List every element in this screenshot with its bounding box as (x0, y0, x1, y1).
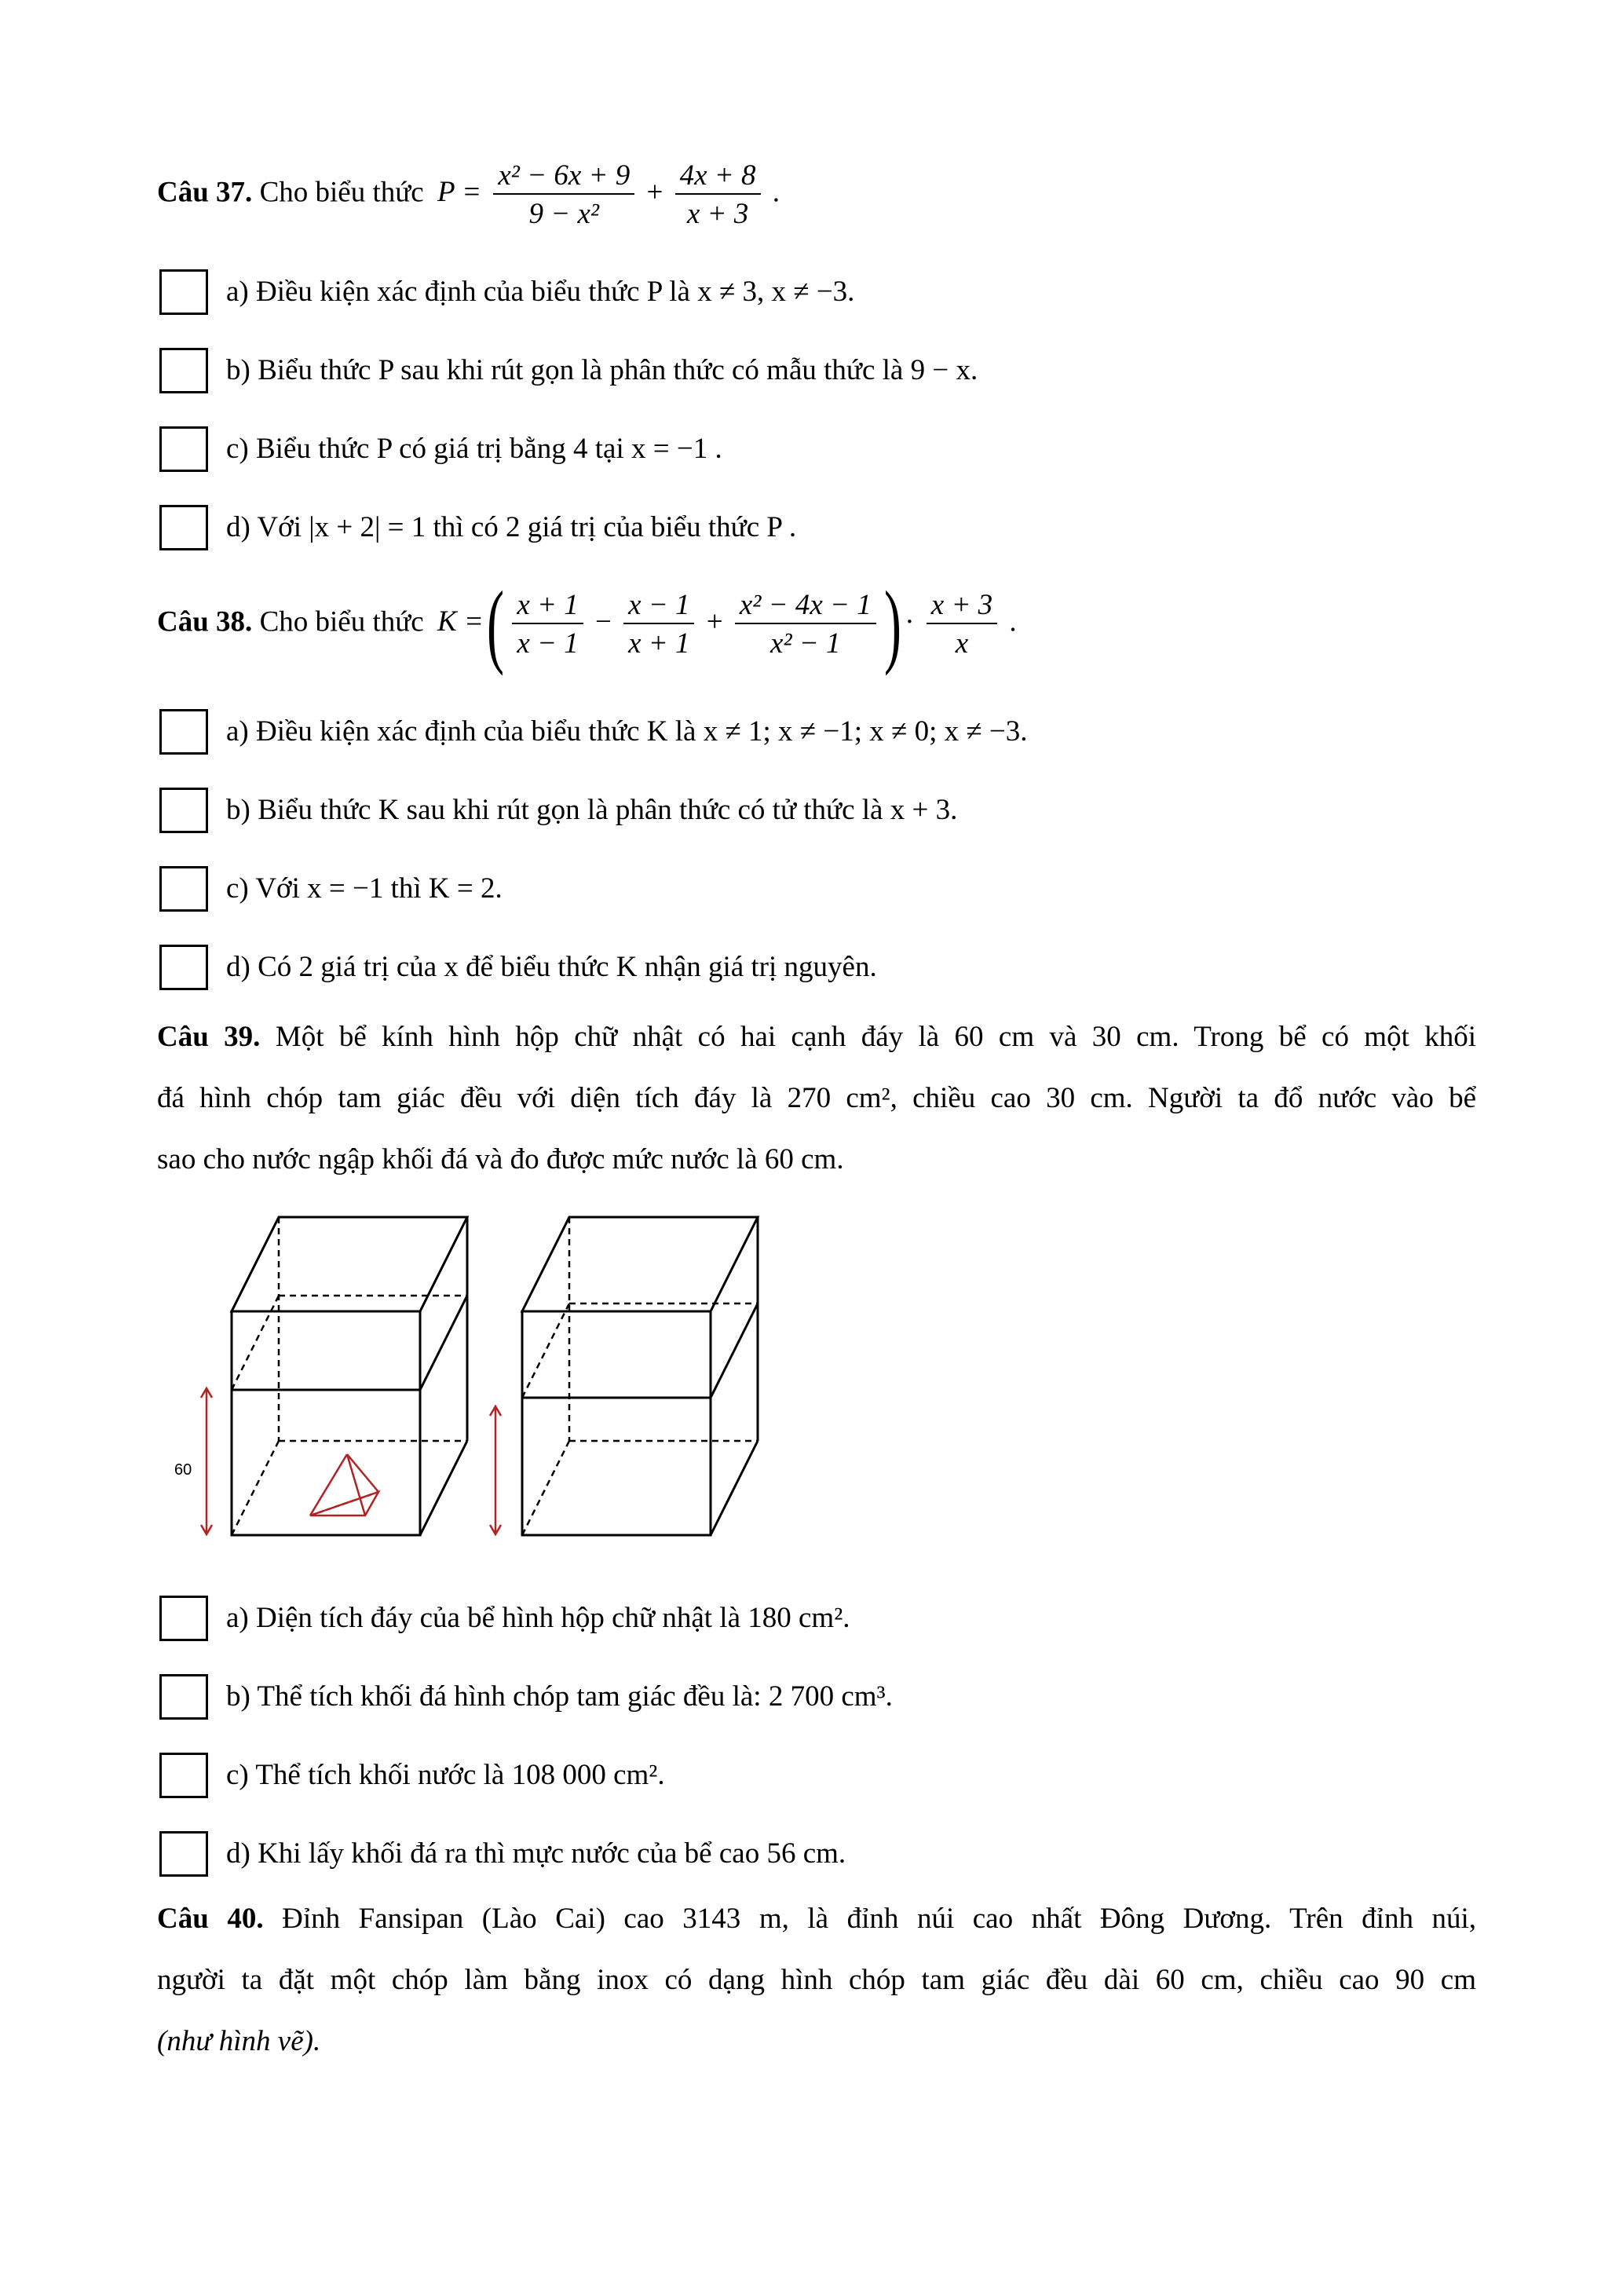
q38-checkbox-b[interactable] (159, 788, 208, 833)
q37-option-a: a) Điều kiện xác định của biểu thức P là x ≠ 3, x ≠ −3. (226, 276, 855, 308)
q37-f1-num: x² − 6x + 9 (493, 161, 634, 195)
q38-fraction-2 (623, 590, 694, 658)
q39-option-a: a) Diện tích đáy của bể hình hộp chữ nhật là 180 cm². (226, 1602, 850, 1634)
q38-option-a: a) Điều kiện xác định của biểu thức K là x ≠ 1; x ≠ −1; x ≠ 0; x ≠ −3. (226, 715, 1028, 748)
q38-f4-num: x + 3 (927, 590, 997, 624)
q40-line3: (như hình vẽ). (157, 2025, 321, 2057)
q38-option-d: d) Có 2 giá trị của x để biểu thức K nhận giá trị nguyên. (226, 951, 877, 983)
q37-option-c: c) Biểu thức P có giá trị bằng 4 tại x = −1 . (226, 433, 722, 465)
q37-label: Câu 37. (157, 176, 253, 209)
q38-fraction-1 (512, 590, 583, 658)
q39-checkbox-d[interactable] (159, 1831, 208, 1877)
q37-fraction-1 (493, 161, 634, 229)
q38-plus: + (706, 605, 723, 638)
q40-label: Câu 40. (157, 1903, 264, 1935)
q38-option-b: b) Biểu thức K sau khi rút gọn là phân thức có tử thức là x + 3. (226, 794, 958, 826)
q40-line1: Đỉnh Fansipan (Lào Cai) cao 3143 m, là đỉnh núi cao nhất Đông Dương. Trên đỉnh núi, (282, 1903, 1477, 1935)
q38-dot: · (905, 605, 915, 638)
q39-checkbox-a[interactable] (159, 1596, 208, 1641)
q38-end: . (1009, 605, 1017, 638)
q37-checkbox-b[interactable] (159, 348, 208, 393)
left-height-arrow (201, 1388, 212, 1534)
q37-f2-num: 4x + 8 (675, 161, 761, 195)
q37-P: P = (437, 176, 482, 209)
figure-label-60: 60 (174, 1461, 192, 1479)
q39-option-d: d) Khi lấy khối đá ra thì mực nước của bể cao 56 cm. (226, 1837, 846, 1870)
q39-checkbox-c[interactable] (159, 1753, 208, 1798)
q39-line1: Một bể kính hình hộp chữ nhật có hai cạnh đáy là 60 cm và 30 cm. Trong bể có một khối (275, 1021, 1477, 1053)
q39-line2: đá hình chóp tam giác đều với diện tích đáy là 270 cm², chiều cao 30 cm. Người ta đổ nước vào bể (157, 1082, 1476, 1114)
q38-f1-den: x − 1 (517, 627, 579, 660)
q38-checkbox-c[interactable] (159, 866, 208, 912)
right-height-arrow (490, 1406, 501, 1534)
q38-f2-num: x − 1 (623, 590, 694, 624)
q38-checkbox-a[interactable] (159, 709, 208, 755)
q37-checkbox-c[interactable] (159, 426, 208, 472)
q37-checkbox-d[interactable] (159, 505, 208, 550)
q37-checkbox-a[interactable] (159, 269, 208, 315)
q39-line3: sao cho nước ngập khối đá và đo được mức nước là 60 cm. (157, 1143, 844, 1175)
q38-f4-den: x (955, 627, 969, 660)
q37-fraction-2 (675, 161, 761, 229)
pyramid-rock (310, 1454, 378, 1515)
q38-f3-den: x² − 1 (770, 627, 841, 660)
q38-right-paren: ) (883, 572, 901, 676)
q37-option-d: d) Với |x + 2| = 1 thì có 2 giá trị của biểu thức P . (226, 511, 797, 543)
q38-K: K = (437, 605, 484, 638)
q37-f2-den: x + 3 (686, 198, 749, 230)
q38-fraction-3 (735, 590, 876, 658)
q38-f3-num: x² − 4x − 1 (735, 590, 876, 624)
q38-fraction-4 (927, 590, 997, 658)
q38-f2-den: x + 1 (628, 627, 690, 660)
right-tank (522, 1217, 758, 1535)
q38-minus: − (594, 605, 612, 638)
q38-left-paren: ( (487, 572, 505, 676)
q39-stem (157, 1007, 1476, 1190)
q39-option-c: c) Thể tích khối nước là 108 000 cm². (226, 1759, 665, 1791)
q38-f1-num: x + 1 (512, 590, 583, 624)
q37-option-b: b) Biểu thức P sau khi rút gọn là phân thức có mẫu thức là 9 − x. (226, 354, 978, 386)
q37-plus: + (646, 176, 663, 209)
q40-stem (157, 1888, 1476, 2072)
left-tank (232, 1217, 467, 1535)
q39-option-b: b) Thể tích khối đá hình chóp tam giác đều là: 2 700 cm³. (226, 1680, 893, 1713)
q38-label: Câu 38. (157, 605, 253, 638)
q39-label: Câu 39. (157, 1021, 261, 1053)
q38-stem (157, 572, 1017, 676)
q39-figure (173, 1209, 785, 1555)
q38-intro: Cho biểu thức (259, 605, 424, 638)
q39-checkbox-b[interactable] (159, 1674, 208, 1720)
q37-end: . (772, 176, 780, 209)
q37-stem (157, 161, 780, 229)
q37-intro: Cho biểu thức (259, 176, 424, 209)
q38-option-c: c) Với x = −1 thì K = 2. (226, 872, 503, 905)
q40-line2: người ta đặt một chóp làm bằng inox có dạng hình chóp tam giác đều dài 60 cm, chiều cao 90 cm (157, 1964, 1476, 1996)
q38-checkbox-d[interactable] (159, 945, 208, 990)
q37-f1-den: 9 − x² (528, 198, 600, 230)
